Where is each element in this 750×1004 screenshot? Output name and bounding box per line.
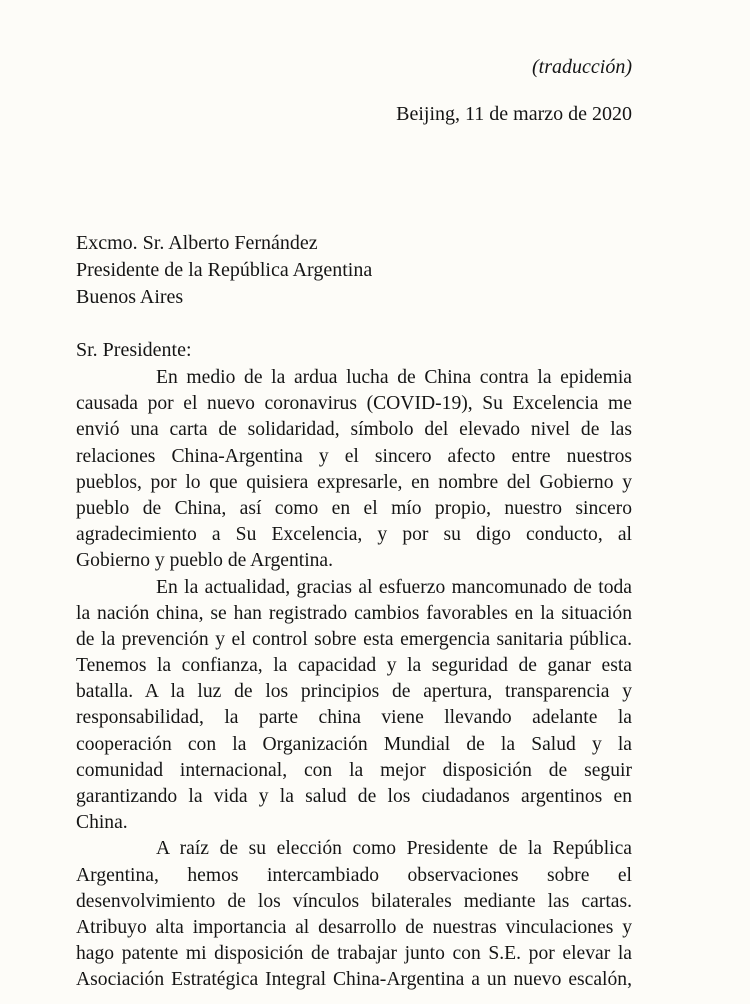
body-line: hago patente mi disposición de trabajar junto con S.E. por elevar la bbox=[76, 943, 632, 965]
body-line: pueblo de China, así como en el mío propio, nuestro sincero bbox=[76, 497, 632, 519]
body-line: batalla. A la luz de los principios de apertura, transparencia y bbox=[76, 681, 632, 703]
body-line: causada por el nuevo coronavirus (COVID-19), Su Excelencia me bbox=[76, 393, 632, 415]
letter-body bbox=[76, 365, 632, 994]
body-line: pueblos, por lo que quisiera expresarle, en nombre del Gobierno y bbox=[76, 471, 632, 493]
body-line: responsabilidad, la parte china viene llevando adelante la bbox=[76, 707, 632, 729]
body-line: la nación china, se han registrado cambios favorables en la situación bbox=[76, 602, 632, 624]
body-line: A raíz de su elección como Presidente de la República bbox=[156, 838, 632, 860]
body-line: China. bbox=[76, 812, 128, 834]
addressee-name: Excmo. Sr. Alberto Fernández bbox=[76, 232, 318, 254]
body-line: desenvolvimiento de los vínculos bilaterales mediante las cartas. bbox=[76, 890, 632, 912]
body-line: de la prevención y el control sobre esta emergencia sanitaria pública. bbox=[76, 628, 632, 650]
addressee-title: Presidente de la República Argentina bbox=[76, 259, 373, 281]
body-line: agradecimiento a Su Excelencia, y por su digo conducto, al bbox=[76, 524, 632, 546]
body-line: Tenemos la confianza, la capacidad y la seguridad de ganar esta bbox=[76, 655, 632, 677]
addressee-city: Buenos Aires bbox=[76, 286, 184, 308]
body-line: Gobierno y pueblo de Argentina. bbox=[76, 550, 334, 572]
translation-note: (traducción) bbox=[532, 56, 632, 78]
date-line: Beijing, 11 de marzo de 2020 bbox=[396, 103, 632, 125]
body-line: Argentina, hemos intercambiado observaciones sobre el bbox=[76, 864, 632, 886]
body-line: En medio de la ardua lucha de China contra la epidemia bbox=[156, 367, 632, 388]
addressee-block bbox=[76, 230, 372, 311]
paragraph-3 bbox=[76, 836, 632, 993]
body-line: Atribuyo alta importancia al desarrollo de nuestras vinculaciones y bbox=[76, 916, 632, 938]
body-line: relaciones China-Argentina y el sincero afecto entre nuestros bbox=[76, 445, 632, 467]
paragraph-2 bbox=[76, 575, 632, 837]
body-line: cooperación con la Organización Mundial de la Salud y la bbox=[76, 733, 632, 755]
body-line: Asociación Estratégica Integral China-Argentina a un nuevo escalón, bbox=[76, 969, 632, 991]
salutation: Sr. Presidente: bbox=[76, 339, 192, 361]
body-line: comunidad internacional, con la mejor disposición de seguir bbox=[76, 759, 632, 781]
body-line: envió una carta de solidaridad, símbolo del elevado nivel de las bbox=[76, 419, 632, 441]
body-line: garantizando la vida y la salud de los ciudadanos argentinos en bbox=[76, 786, 632, 807]
paragraph-1 bbox=[76, 365, 632, 575]
body-line: En la actualidad, gracias al esfuerzo mancomunado de toda bbox=[156, 576, 632, 598]
